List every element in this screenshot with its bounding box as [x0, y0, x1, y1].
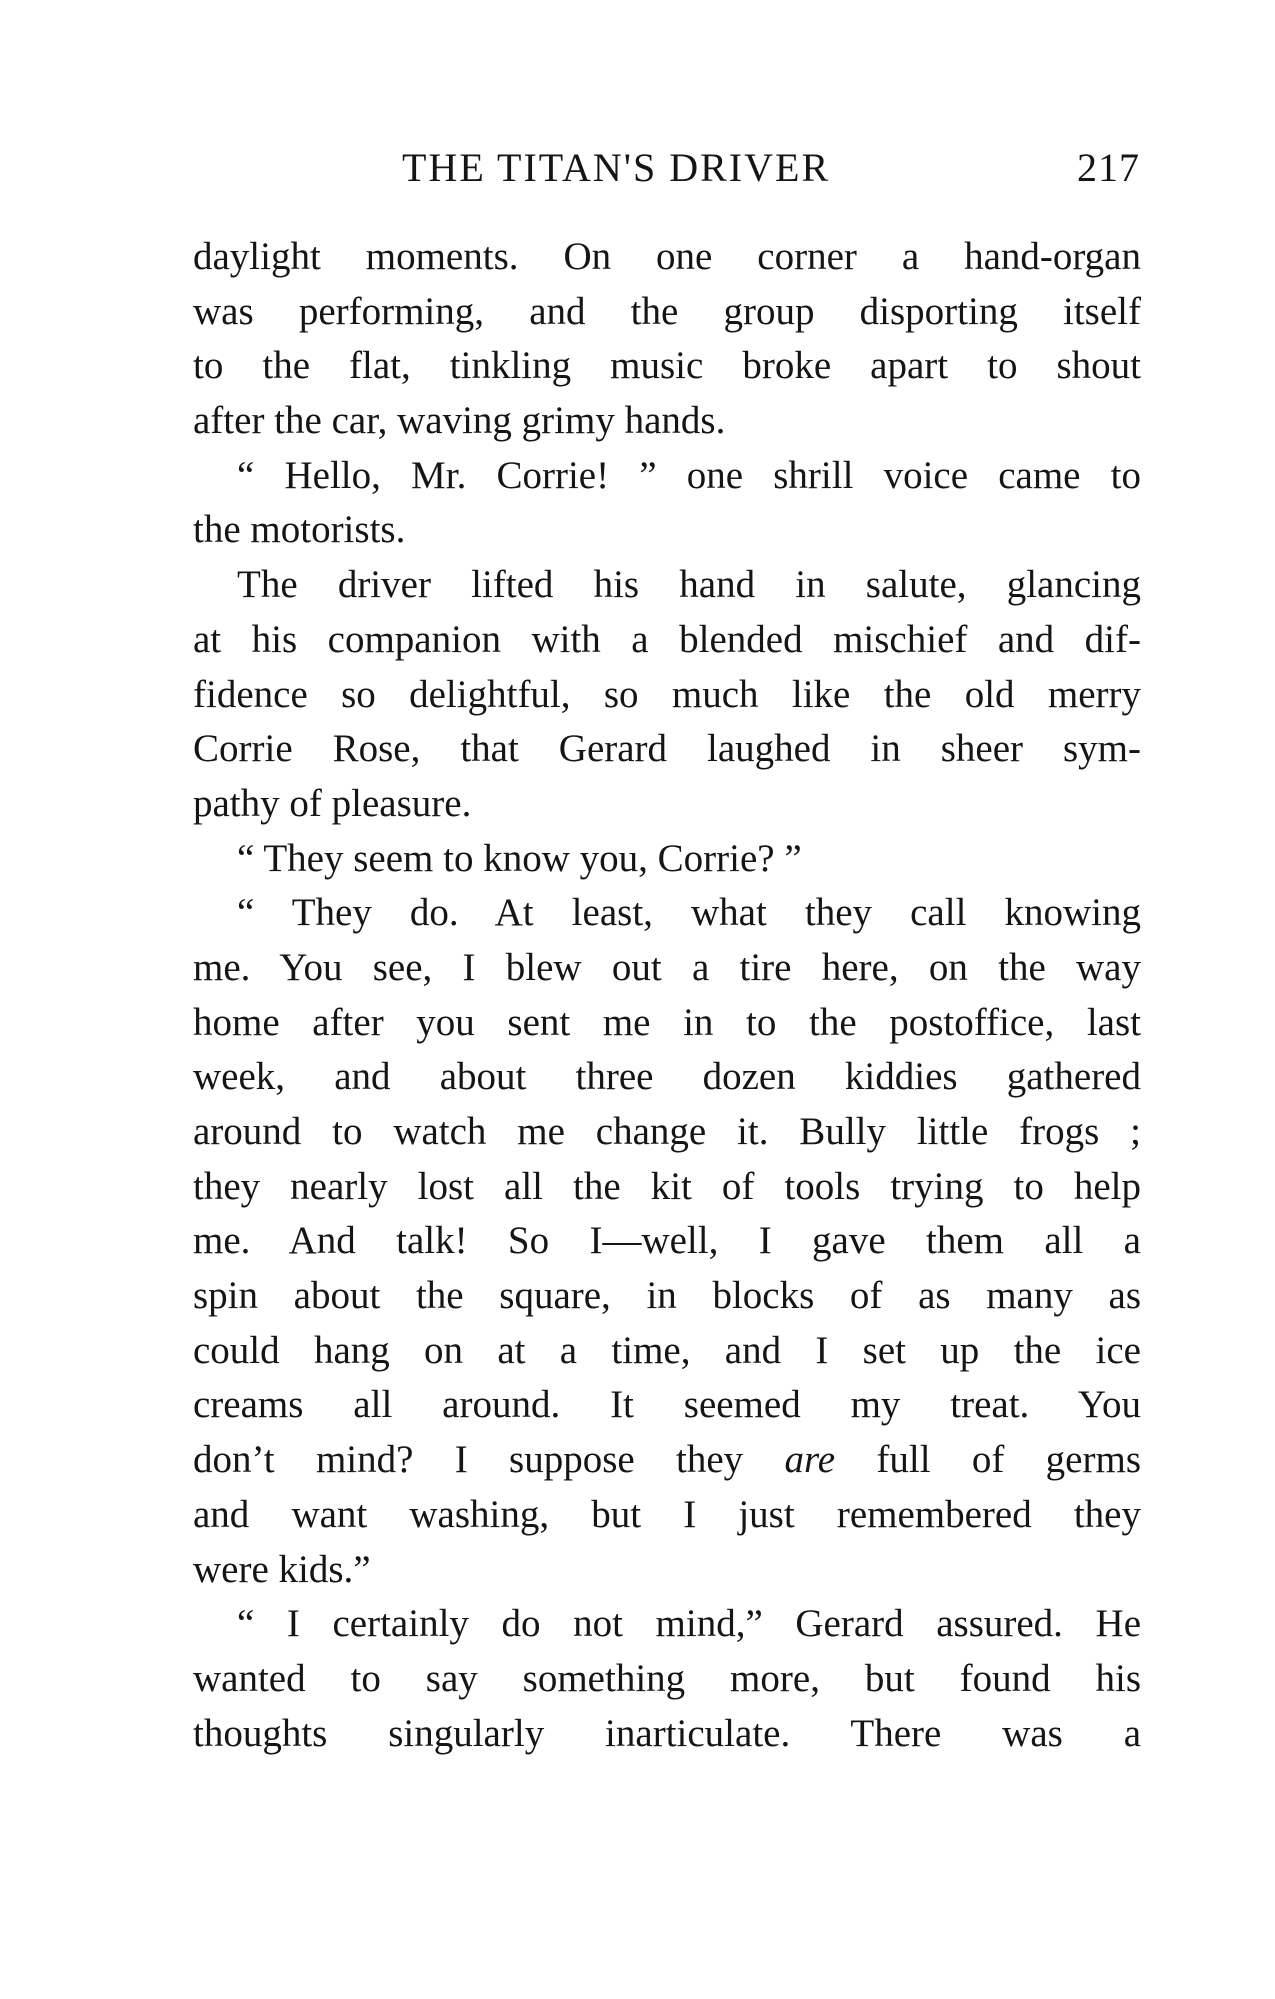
text-line: wanted to say something more, but found his [193, 1656, 1141, 1700]
text-line: to the flat, tinkling music broke apart to shout [193, 344, 1141, 388]
text-line: me. You see, I blew out a tire here, on the way [193, 945, 1141, 989]
body-text [193, 230, 1141, 1761]
text-line: me. And talk! So I—well, I gave them all a [193, 1219, 1141, 1263]
text-line: “ They seem to know you, Corrie? ” [237, 836, 802, 880]
text-line: home after you sent me in to the postoffice, last [193, 1000, 1141, 1044]
text-line: at his companion with a blended mischief and dif- [193, 617, 1141, 661]
text-line: week, and about three dozen kiddies gathered [193, 1055, 1141, 1099]
text-line: were kids.” [193, 1547, 371, 1591]
text-line: spin about the square, in blocks of as many as [193, 1274, 1141, 1318]
text-line [193, 1433, 1141, 1488]
text-line: “ They do. At least, what they call knowing [237, 891, 1141, 935]
text-line: was performing, and the group disporting itself [193, 289, 1141, 333]
text-line: “ Hello, Mr. Corrie! ” one shrill voice came to [237, 453, 1141, 497]
text-line: thoughts singularly inarticulate. There was a [193, 1711, 1141, 1755]
text-line: the motorists. [193, 508, 406, 552]
text-line: could hang on at a time, and I set up the ice [193, 1328, 1141, 1372]
text-line: after the car, waving grimy hands. [193, 399, 726, 443]
text-line: “ I certainly do not mind,” Gerard assured. He [237, 1602, 1141, 1646]
text-segment: full of germs [876, 1438, 1141, 1482]
text-line: pathy of pleasure. [193, 781, 472, 825]
text-line: Corrie Rose, that Gerard laughed in sheer sym- [193, 727, 1141, 771]
running-title: THE TITAN'S DRIVER [402, 145, 831, 190]
text-line: around to watch me change it. Bully little frogs ; [193, 1110, 1141, 1153]
running-head [194, 138, 1140, 198]
page-number: 217 [1077, 145, 1140, 190]
text-line: they nearly lost all the kit of tools trying to help [193, 1164, 1141, 1208]
text-line: daylight moments. On one corner a hand-organ [193, 235, 1141, 278]
text-line: creams all around. It seemed my treat. You [193, 1383, 1141, 1427]
text-line: and want washing, but I just remembered they [193, 1492, 1141, 1536]
text-segment: don’t mind? I suppose they [193, 1438, 744, 1482]
text-line: The driver lifted his hand in salute, glancing [237, 563, 1141, 607]
emphasized-word: are [784, 1438, 836, 1482]
text-line: fidence so delightful, so much like the old merry [193, 672, 1141, 716]
